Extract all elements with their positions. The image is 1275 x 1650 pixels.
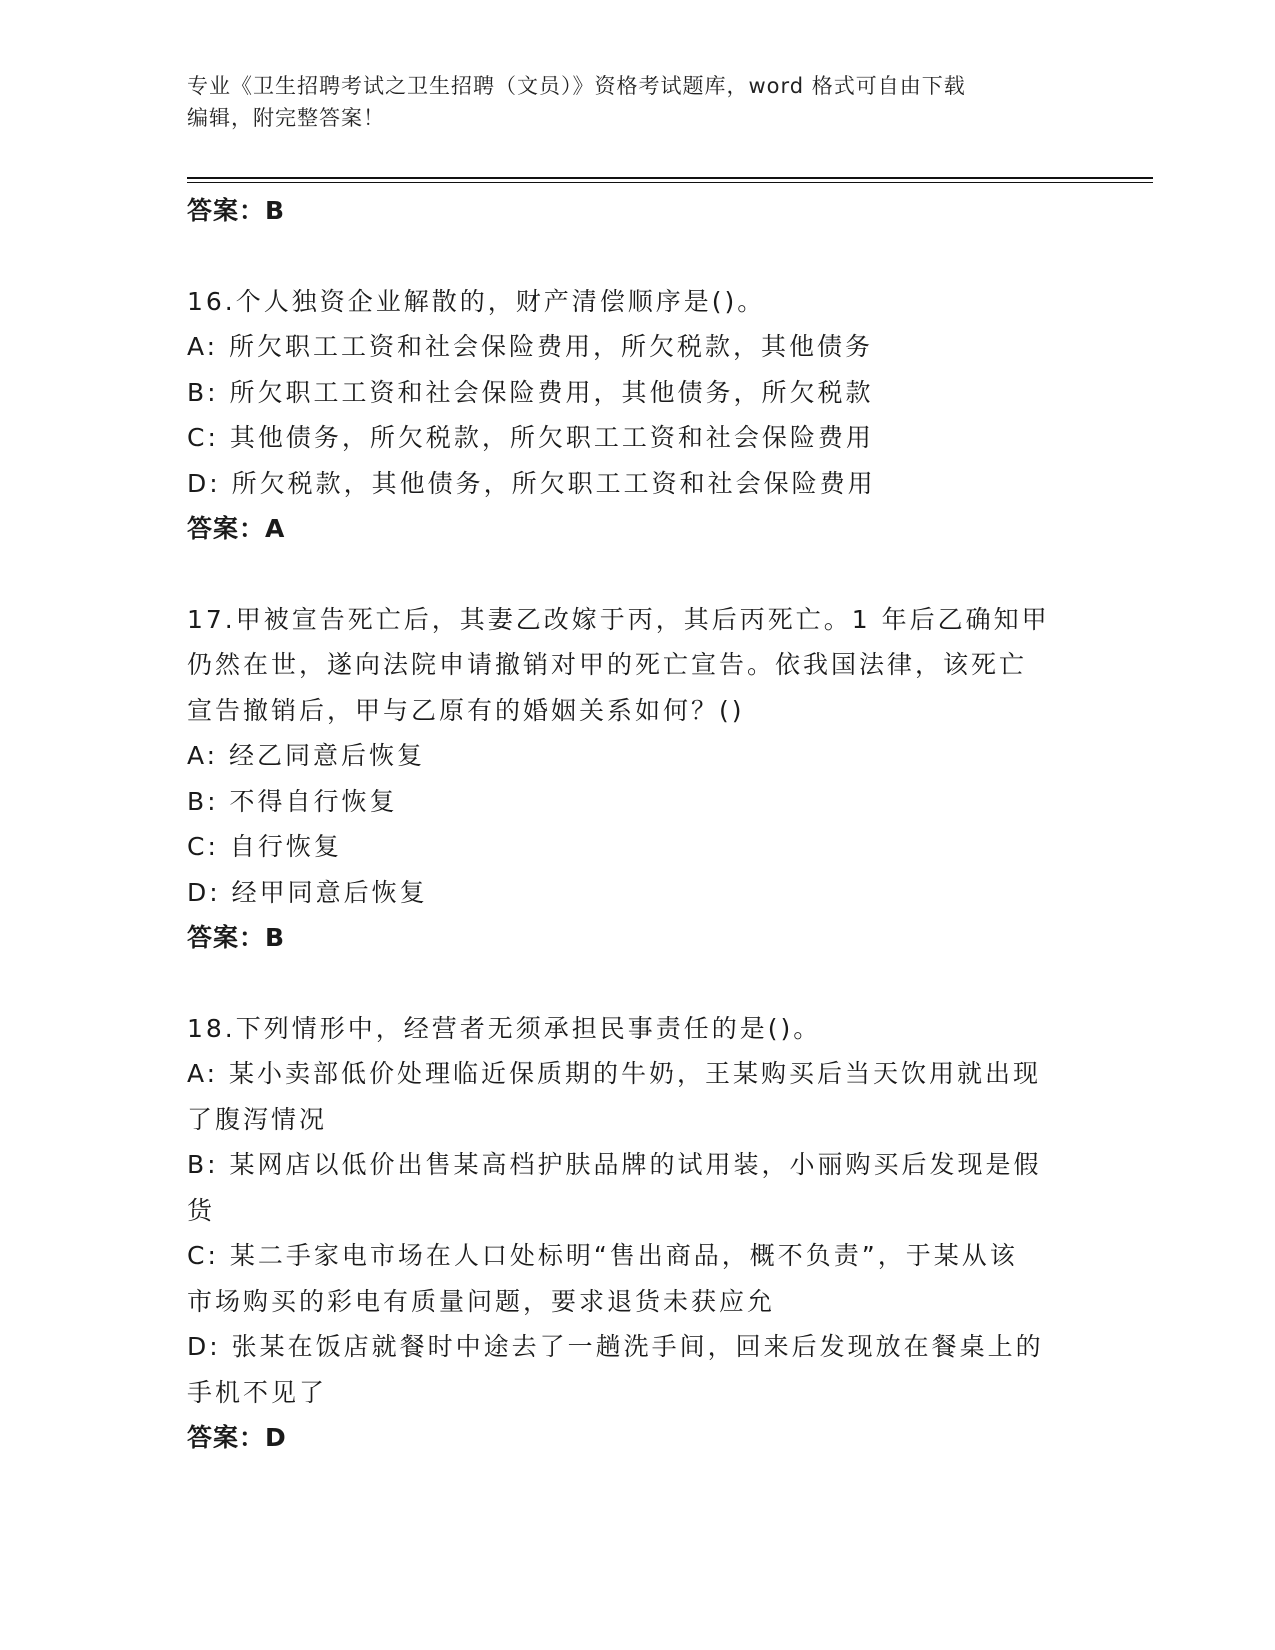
option-c: C: 某二手家电市场在人口处标明“售出商品，概不负责”，于某从该: [187, 1241, 1018, 1270]
option-a-continued: 了腹泻情况: [187, 1104, 328, 1134]
answer-label: 答案：D: [187, 1423, 287, 1452]
option-b: B: 所欠职工工资和社会保险费用，其他债务，所欠税款: [187, 377, 874, 407]
option-a: A: 某小卖部低价处理临近保质期的牛奶，王某购买后当天饮用就出现: [187, 1059, 1042, 1088]
question-block: [187, 279, 1087, 552]
option-a: A: 所欠职工工资和社会保险费用，所欠税款，其他债务: [187, 332, 874, 361]
question-stem: 16.个人独资企业解散的，财产清偿顺序是()。: [187, 286, 766, 316]
option-c-continued: 市场购买的彩电有质量问题，要求退货未获应允: [187, 1286, 776, 1316]
answer-label: 答案：B: [187, 923, 286, 952]
option-b: B: 某网店以低价出售某高档护肤品牌的试用装，小丽购买后发现是假: [187, 1150, 1042, 1179]
option-d: D: 经甲同意后恢复: [187, 877, 428, 907]
spacer: [187, 552, 1087, 597]
spacer: [187, 961, 1087, 1006]
question-stem: 仍然在世，遂向法院申请撤销对甲的死亡宣告。依我国法律，该死亡: [187, 650, 1028, 679]
option-d-continued: 手机不见了: [187, 1377, 328, 1407]
question-stem: 18.下列情形中，经营者无须承担民事责任的是()。: [187, 1013, 822, 1043]
header-divider-thick: [187, 177, 1153, 179]
header-line-2: 编辑，附完整答案！: [187, 106, 385, 130]
option-c: C: 自行恢复: [187, 832, 342, 861]
question-stem: 宣告撤销后，甲与乙原有的婚姻关系如何？(): [187, 695, 745, 725]
question-block: [187, 1006, 1087, 1461]
page-header: [187, 70, 1087, 134]
option-b: B: 不得自行恢复: [187, 786, 398, 816]
spacer: [187, 234, 1087, 279]
option-a: A: 经乙同意后恢复: [187, 741, 426, 770]
answer-label: 答案：A: [187, 514, 286, 543]
option-b-continued: 货: [187, 1195, 216, 1225]
option-c: C: 其他债务，所欠税款，所欠职工工资和社会保险费用: [187, 423, 874, 452]
question-list: [187, 188, 1087, 1461]
header-divider-thin: [187, 182, 1153, 183]
question-block: [187, 597, 1087, 961]
option-d: D: 张某在饭店就餐时中途去了一趟洗手间，回来后发现放在餐桌上的: [187, 1332, 1044, 1361]
option-d: D: 所欠税款，其他债务，所欠职工工资和社会保险费用: [187, 468, 876, 498]
header-line-1: 专业《卫生招聘考试之卫生招聘（文员）》资格考试题库，word 格式可自由下载: [187, 74, 966, 98]
answer-label: 答案：B: [187, 196, 286, 225]
question-stem: 17.甲被宣告死亡后，其妻乙改嫁于丙，其后丙死亡。1 年后乙确知甲: [187, 604, 1050, 634]
